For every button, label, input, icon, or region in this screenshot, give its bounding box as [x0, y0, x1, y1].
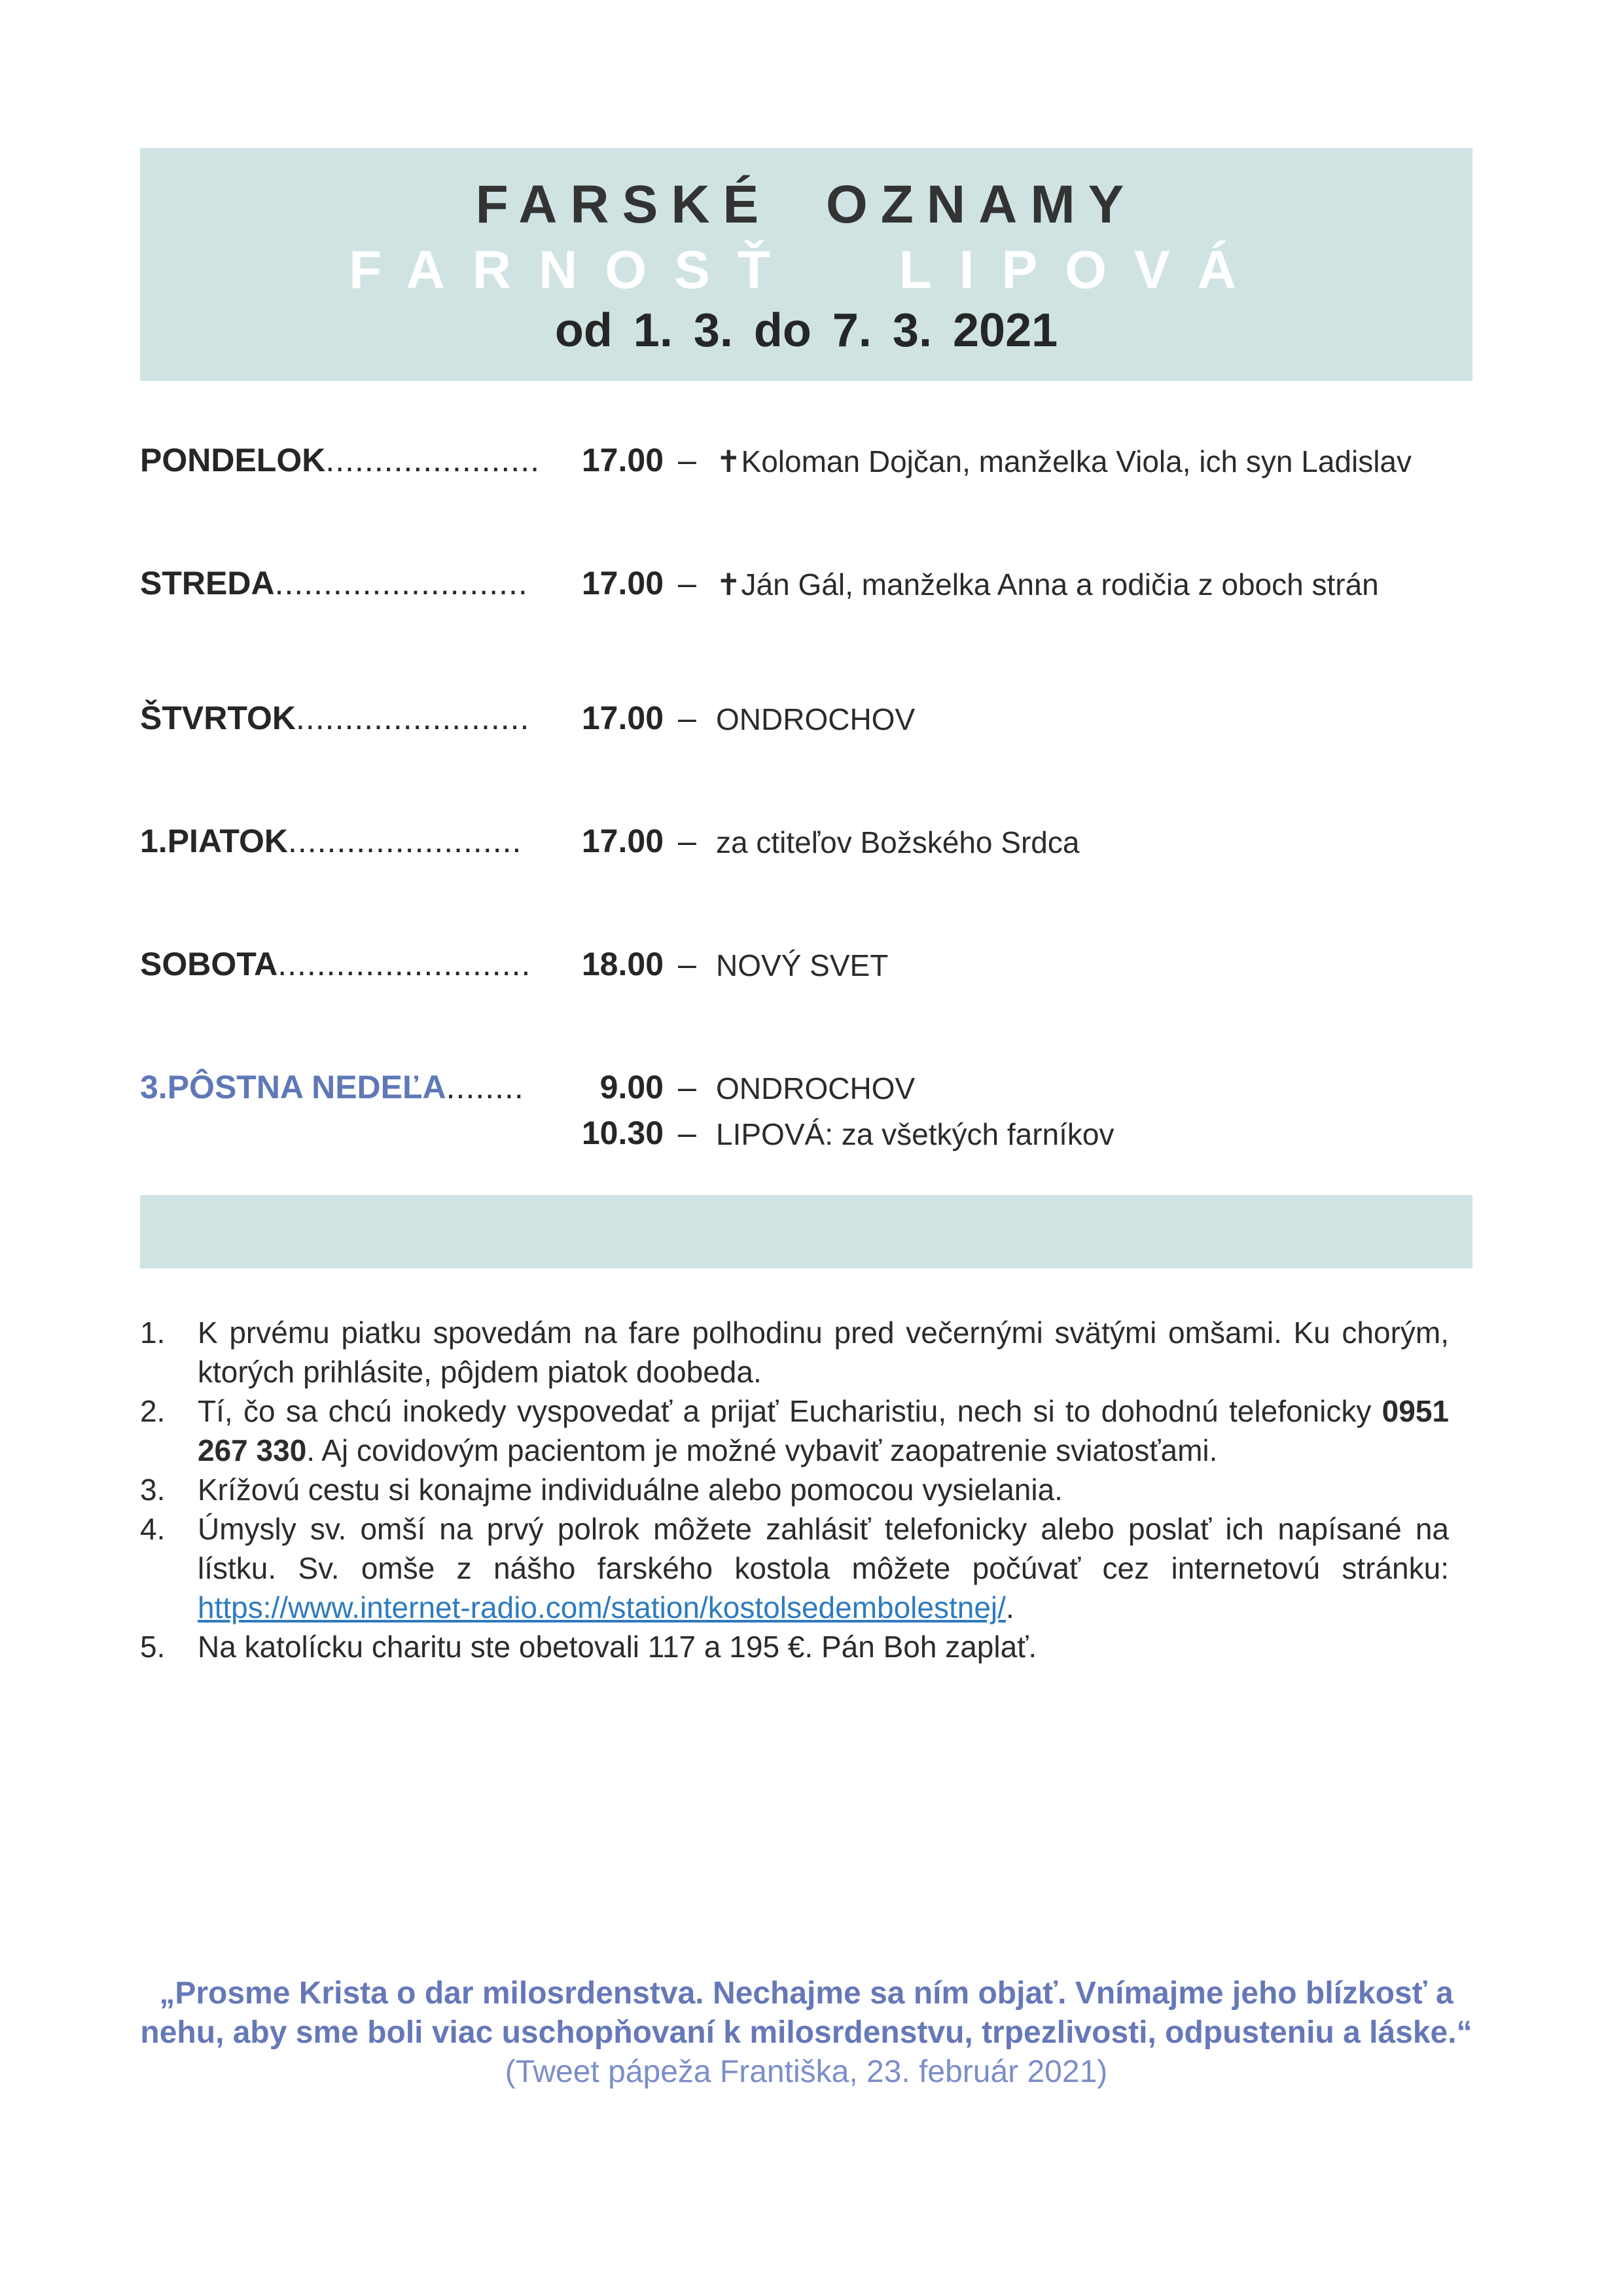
mass-time: 17.00 – [581, 823, 696, 859]
mass-intention: LIPOVÁ: za všetkých farníkov [716, 1117, 1115, 1151]
item-text: Tí, čo sa chcú inokedy vyspovedať a prijať Eucharistiu, nech si to dohodnú telefonicky [198, 1394, 1382, 1428]
schedule-row-piatok [140, 822, 1472, 874]
pope-quote [140, 1974, 1472, 2053]
phone-number: 0951 267 330 [198, 1394, 1449, 1467]
day-label: 3.PÔSTNA NEDEĽA........ [140, 1069, 524, 1105]
mass-intention: ✝Koloman Dojčan, manželka Viola, ich syn Ladislav [716, 444, 1412, 478]
day-label: STREDA.......................... [140, 565, 528, 601]
mass-time: 10.30 – [581, 1115, 696, 1151]
item-number: 3. [140, 1473, 166, 1507]
mass-time: 17.00 – [581, 442, 696, 478]
item-number: 5. [140, 1630, 166, 1664]
item-text: Na katolícku charitu ste obetovali 117 a 195 €. Pán Boh zaplať. [198, 1630, 1037, 1664]
item-text: . Aj covidovým pacientom je možné vybaviť zaopatrenie sviatosťami. [306, 1433, 1218, 1467]
quote-source: (Tweet pápeža Františka, 23. február 2021) [505, 2054, 1108, 2089]
schedule-row-sobota [140, 945, 1472, 997]
day-label: PONDELOK...................... [140, 442, 540, 478]
list-item [140, 1313, 1449, 1391]
item-text: Krížovú cestu si konajme individuálne alebo pomocou vysielania. [198, 1473, 1063, 1507]
radio-link[interactable]: https://www.internet-radio.com/station/kostolsedembolestnej/ [198, 1590, 1006, 1624]
schedule-row-nedela-second [140, 1114, 1472, 1166]
mass-time: 18.00 – [581, 946, 696, 982]
schedule-row-nedela [140, 1068, 1472, 1121]
day-label: SOBOTA.......................... [140, 946, 531, 982]
day-label: 1.PIATOK........................ [140, 823, 522, 859]
quote-line-1: „Prosme Krista o dar milosrdenstva. Nechajme sa ním objať. Vnímajme jeho blízkosť a [159, 1976, 1454, 2011]
announcement-list [140, 1313, 1449, 1666]
list-item [140, 1391, 1449, 1470]
mass-intention: ONDROCHOV [716, 1071, 916, 1105]
item-text: . [1005, 1590, 1014, 1624]
date-range: od 1. 3. do 7. 3. 2021 [554, 304, 1058, 357]
list-item [140, 1509, 1449, 1627]
parish-name: FARNOSŤ LIPOVÁ [349, 240, 1264, 300]
divider-band [140, 1195, 1472, 1268]
day-label: ŠTVRTOK........................ [140, 700, 530, 736]
mass-intention: za ctiteľov Božského Srdca [716, 825, 1080, 859]
schedule-row-pondelok [140, 441, 1472, 493]
mass-time: 17.00 – [581, 700, 696, 736]
item-number: 1. [140, 1316, 166, 1350]
mass-intention: ✝Ján Gál, manželka Anna a rodičia z oboch strán [716, 567, 1379, 601]
list-item [140, 1627, 1449, 1666]
list-item [140, 1470, 1449, 1509]
schedule-row-stvrtok [140, 699, 1472, 751]
item-number: 2. [140, 1394, 166, 1428]
item-text: K prvému piatku spovedám na fare polhodinu pred večernými svätými omšami. Ku chorým, ktorých prihlásite, pôjdem piatok doobeda. [198, 1316, 1449, 1389]
page-title: FARSKÉ OZNAMY [475, 175, 1137, 234]
mass-time: 9.00 – [599, 1069, 696, 1105]
item-text: Úmysly sv. omší na prvý polrok môžete zahlásiť telefonicky alebo poslať ich napísané na lístku. Sv. omše z nášho farského kostola môžete počúvať cez internetovú stránku: [198, 1512, 1449, 1585]
mass-time: 17.00 – [581, 565, 696, 601]
item-number: 4. [140, 1512, 166, 1546]
schedule-row-streda [140, 564, 1472, 617]
header-band [140, 148, 1472, 381]
mass-intention: NOVÝ SVET [716, 948, 889, 982]
mass-intention: ONDROCHOV [716, 702, 916, 736]
quote-line-2: nehu, aby sme boli viac uschopňovaní k milosrdenstvu, trpezlivosti, odpusteniu a láske.“ [140, 2015, 1472, 2050]
